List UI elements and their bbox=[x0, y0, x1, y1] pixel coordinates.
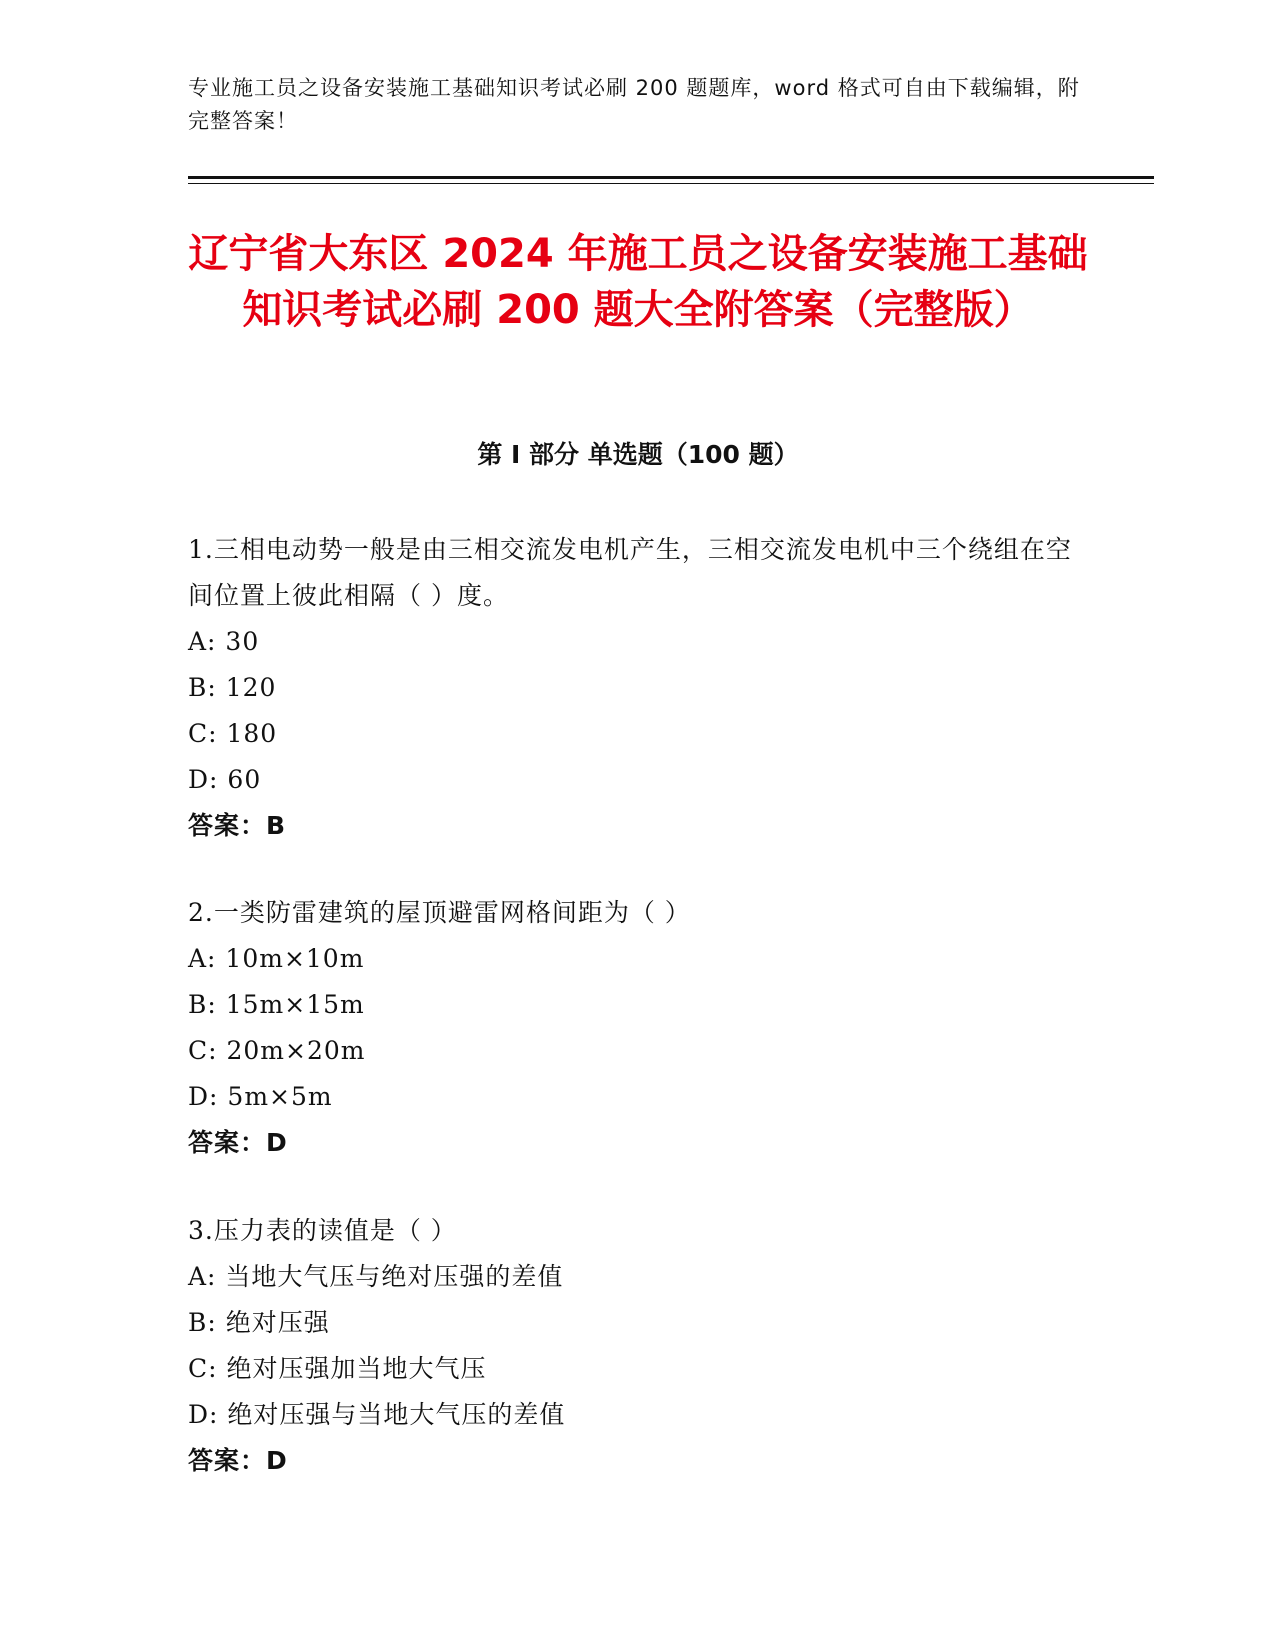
option-d: D: 60 bbox=[188, 765, 262, 794]
question-stem: 2.一类防雷建筑的屋顶避雷网格间距为（ ） bbox=[188, 898, 691, 927]
option-b: B: 120 bbox=[188, 673, 277, 702]
option-c: C: 绝对压强加当地大气压 bbox=[188, 1354, 487, 1383]
answer: 答案：D bbox=[188, 1446, 288, 1475]
option-b: B: 绝对压强 bbox=[188, 1308, 330, 1337]
header-note: 专业施工员之设备安装施工基础知识考试必刷 200 题题库，word 格式可自由下载编辑，附完整答案！ bbox=[188, 76, 1080, 133]
option-a: A: 30 bbox=[188, 627, 260, 656]
header-divider-thick bbox=[188, 176, 1154, 179]
question-2 bbox=[188, 890, 1088, 1166]
section-heading: 第 I 部分 单选题（100 题） bbox=[477, 440, 799, 469]
option-c: C: 180 bbox=[188, 719, 278, 748]
option-c: C: 20m×20m bbox=[188, 1036, 366, 1065]
option-d: D: 绝对压强与当地大气压的差值 bbox=[188, 1400, 566, 1429]
option-d: D: 5m×5m bbox=[188, 1082, 333, 1111]
question-3 bbox=[188, 1208, 1088, 1484]
question-1 bbox=[188, 527, 1088, 849]
header-divider-thin bbox=[188, 183, 1154, 184]
option-a: A: 10m×10m bbox=[188, 944, 365, 973]
question-stem: 3.压力表的读值是（ ） bbox=[188, 1216, 457, 1245]
answer: 答案：D bbox=[188, 1128, 288, 1157]
question-stem: 1.三相电动势一般是由三相交流发电机产生，三相交流发电机中三个绕组在空间位置上彼此相隔（ ）度。 bbox=[188, 535, 1072, 610]
option-a: A: 当地大气压与绝对压强的差值 bbox=[188, 1262, 564, 1291]
option-b: B: 15m×15m bbox=[188, 990, 365, 1019]
answer: 答案：B bbox=[188, 811, 287, 840]
document-title: 辽宁省大东区 2024 年施工员之设备安装施工基础知识考试必刷 200 题大全附答案（完整版） bbox=[188, 231, 1088, 333]
